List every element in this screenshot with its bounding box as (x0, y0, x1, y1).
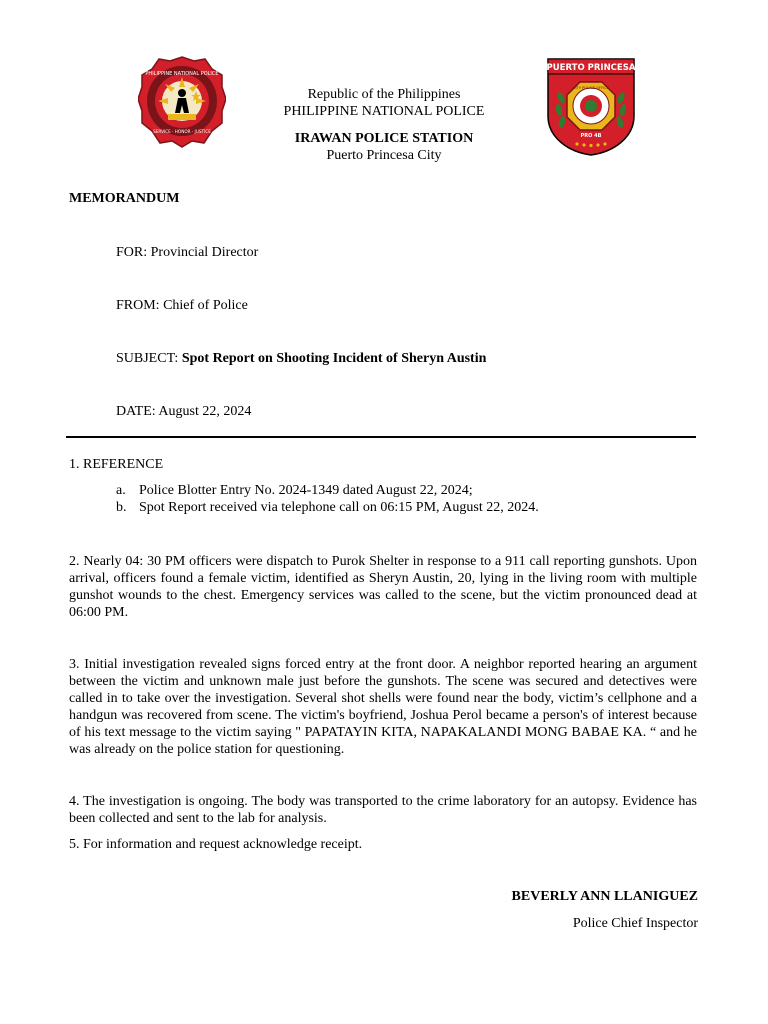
memo-for-label: FOR: (116, 245, 151, 260)
signatory-name: BEVERLY ANN LLANIGUEZ (511, 889, 698, 904)
memo-for-value: Provincial Director (150, 245, 259, 260)
list-item (116, 482, 539, 499)
list-item (116, 499, 539, 516)
header-republic: Republic of the Philippines (307, 87, 461, 102)
memo-from-label: FROM: (116, 298, 164, 313)
memo-date-value: August 22, 2024 (158, 404, 252, 419)
paragraph-5: 5. For information and request acknowledge receipt. (69, 837, 363, 852)
memo-date-label: DATE: (116, 404, 159, 419)
signatory-title: Police Chief Inspector (572, 916, 698, 931)
header-station: IRAWAN POLICE STATION (294, 131, 474, 146)
header-divider (66, 436, 696, 438)
header-pnp: PHILIPPINE NATIONAL POLICE (283, 104, 485, 119)
list-item-text: Police Blotter Entry No. 2024-1349 dated August 22, 2024; (139, 483, 473, 498)
list-marker: a. (116, 483, 126, 498)
memo-title: MEMORANDUM (69, 191, 180, 206)
logo-bottom-text: PRO 4B (580, 133, 602, 139)
logo-center-text: CITY POLICE OFFICE (573, 86, 609, 90)
paragraph-4: 4. The investigation is ongoing. The body was transported to the crime laboratory for an autopsy. Evidence has been collected and sent to the lab for analysis. (69, 794, 697, 826)
header-city: Puerto Princesa City (326, 148, 442, 163)
memo-from-value: Chief of Police (163, 298, 248, 313)
reference-list (116, 482, 539, 516)
memo-for (116, 244, 258, 261)
memo-date (116, 403, 251, 420)
list-item-text: Spot Report received via telephone call on 06:15 PM, August 22, 2024. (139, 500, 539, 515)
memo-from (116, 297, 248, 314)
memo-subject-label: SUBJECT: (116, 351, 182, 366)
list-marker: b. (116, 500, 127, 515)
reference-heading: 1. REFERENCE (69, 457, 164, 472)
memo-subject (116, 350, 486, 367)
puerto-princesa-police-logo (545, 58, 637, 156)
pnp-logo-ring-text: PHILIPPINE NATIONAL POLICE (145, 71, 219, 77)
paragraph-3: 3. Initial investigation revealed signs forced entry at the front door. A neighbor reported hearing an argument between the victim and unknown male just before the gunshots. The scene was secured and detectives were called in to take over the investigation. Several shot shells were found near the body, victim’s cellphone and a handgun was recovered from scene. The victim's boyfriend, Joshua Perol became a person's of interest because of his text message to the victim saying " PAPATAYIN KITA, NAPAKALANDI MONG BABAE KA. “ and he was already on the police station for questioning. (69, 657, 697, 757)
paragraph-2: 2. Nearly 04: 30 PM officers were dispatch to Purok Shelter in response to a 911 call reporting gunshots. Upon arrival, officers found a female victim, identified as Sheryn Austin, 20, lying in the living room with multiple gunshot wounds to the chest. Emergency services was called to the scene, but the victim pronounced dead at 06:00 PM. (69, 554, 697, 620)
logo-banner-text: PUERTO PRINCESA (546, 63, 636, 73)
memo-subject-value: Spot Report on Shooting Incident of Sheryn Austin (181, 351, 487, 366)
pnp-logo-bottom-text: SERVICE · HONOR · JUSTICE (153, 129, 211, 134)
